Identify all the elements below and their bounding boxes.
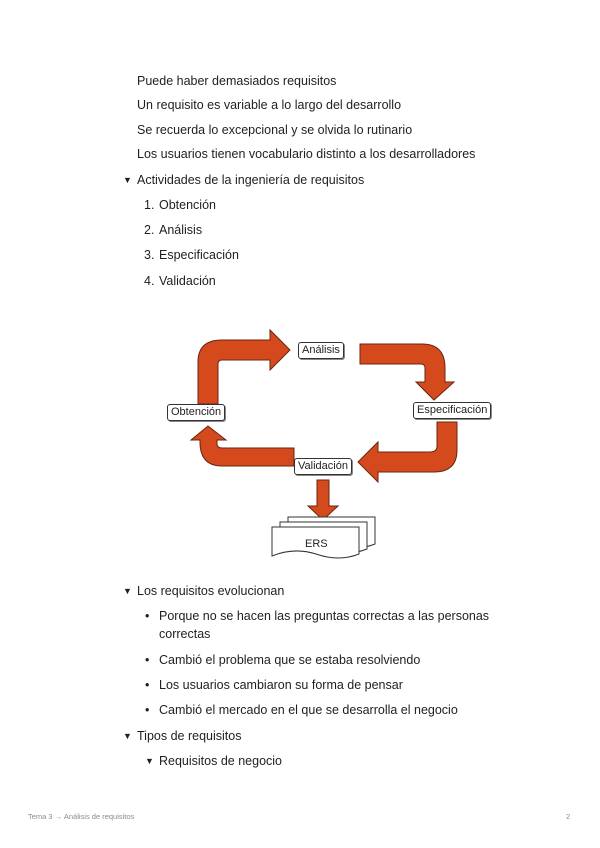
types-heading: Tipos de requisitos <box>137 729 242 743</box>
list-number: 3. <box>144 248 155 262</box>
list-item: Cambió el mercado en el que se desarrolla el negocio <box>159 703 458 717</box>
bullet-icon: • <box>145 609 150 623</box>
list-number: 4. <box>144 274 155 288</box>
obtencion-box: Obtención <box>167 404 225 421</box>
list-item: Porque no se hacen las preguntas correctas a las personas <box>159 609 490 623</box>
especificacion-box: Especificación <box>413 402 491 419</box>
problem-line: Un requisito es variable a lo largo del desarrollo <box>137 98 402 112</box>
problem-line: Se recuerda lo excepcional y se olvida lo rutinario <box>137 123 413 137</box>
analisis-box: Análisis <box>298 342 344 359</box>
list-number: 1. <box>144 198 155 212</box>
requirements-cycle-diagram <box>160 322 510 572</box>
toggle-triangle-icon[interactable]: ▼ <box>123 175 132 185</box>
footer-breadcrumb: Tema 3 → Análisis de requisitos <box>28 812 135 821</box>
toggle-triangle-icon[interactable]: ▼ <box>123 731 132 741</box>
list-item: Obtención <box>159 198 216 212</box>
list-item: Cambió el problema que se estaba resolviendo <box>159 653 421 667</box>
list-number: 2. <box>144 223 155 237</box>
ers-label: ERS <box>305 538 328 550</box>
bullet-icon: • <box>145 678 150 692</box>
list-item: Especificación <box>159 248 239 262</box>
validacion-box: Validación <box>294 458 352 475</box>
list-item: Validación <box>159 274 216 288</box>
bullet-icon: • <box>145 703 150 717</box>
evolution-heading: Los requisitos evolucionan <box>137 584 285 598</box>
toggle-triangle-icon[interactable]: ▼ <box>123 586 132 596</box>
problem-line: Puede haber demasiados requisitos <box>137 74 337 88</box>
list-item-continuation: correctas <box>159 627 211 641</box>
list-item: Análisis <box>159 223 203 237</box>
list-item: Los usuarios cambiaron su forma de pensar <box>159 678 403 692</box>
problem-line: Los usuarios tienen vocabulario distinto a los desarrolladores <box>137 147 476 161</box>
types-sub-heading: Requisitos de negocio <box>159 754 282 768</box>
cycle-arrows <box>160 322 510 572</box>
activities-heading: Actividades de la ingeniería de requisitos <box>137 173 365 187</box>
toggle-triangle-icon[interactable]: ▼ <box>145 756 154 766</box>
page-number: 2 <box>566 812 571 821</box>
bullet-icon: • <box>145 653 150 667</box>
